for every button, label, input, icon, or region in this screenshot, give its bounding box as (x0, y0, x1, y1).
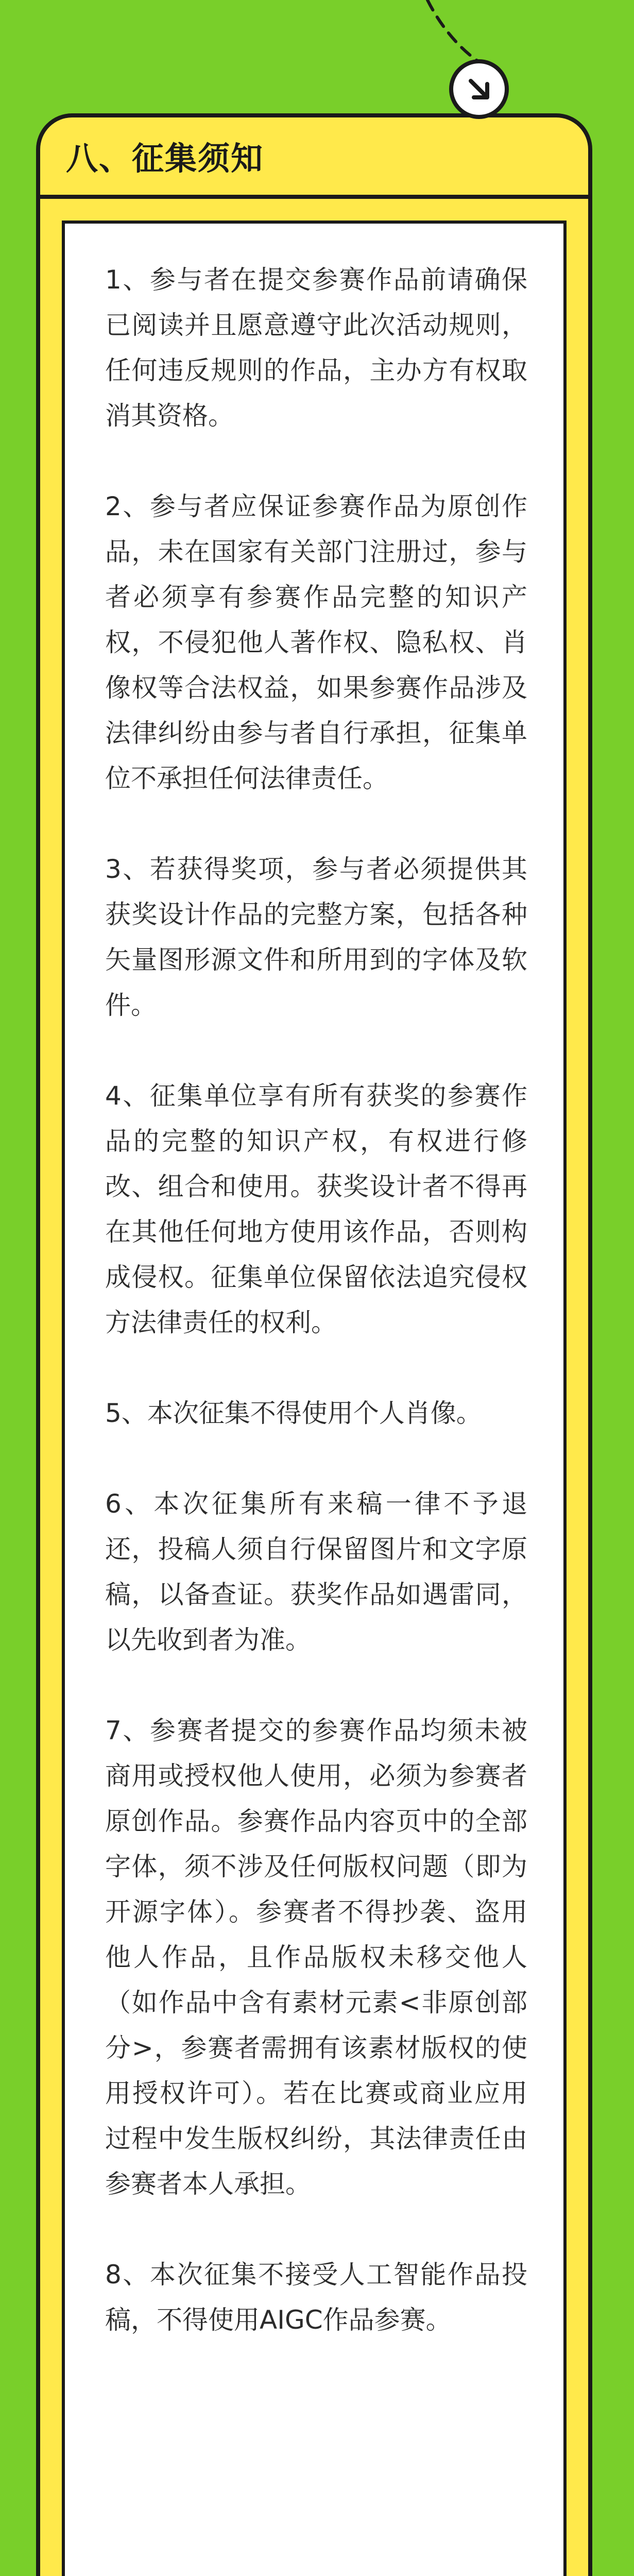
notice-list (105, 257, 527, 2388)
section-title: 八、征集须知 (66, 140, 264, 177)
notice-card (36, 113, 592, 2576)
notice-item-4: 4、征集单位享有所有获奖的参赛作品的完整的知识产权，有权进行修改、组合和使用。获奖设计者不得再在其他任何地方使用该作品，否则构成侵权。征集单位保留依法追究侵权方法律责任的权利。 (105, 1081, 527, 1337)
notice-item-8: 8、本次征集不接受人工智能作品投稿，不得使用AIGC作品参赛。 (105, 2260, 527, 2335)
arrow-down-right-icon (449, 59, 509, 119)
notice-item-1: 1、参与者在提交参赛作品前请确保已阅读并且愿意遵守此次活动规则，任何违反规则的作品，主办方有权取消其资格。 (105, 265, 527, 431)
notice-item-7: 7、参赛者提交的参赛作品均须未被商用或授权他人使用，必须为参赛者原创作品。参赛作品内容页中的全部字体，须不涉及任何版权问题（即为开源字体）。参赛者不得抄袭、盗用他人作品，且作品版权未移交他人（如作品中含有素材元素<非原创部分>，参赛者需拥有该素材版权的使用授权许可）。若在比赛或商业应用过程中发生版权纠纷，其法律责任由参赛者本人承担。 (105, 1716, 527, 2199)
notice-item-2: 2、参与者应保证参赛作品为原创作品，未在国家有关部门注册过，参与者必须享有参赛作品完整的知识产权，不侵犯他人著作权、隐私权、肖像权等合法权益，如果参赛作品涉及法律纠纷由参与者自行承担，征集单位不承担任何法律责任。 (105, 492, 527, 793)
notice-item-3: 3、若获得奖项，参与者必须提供其获奖设计作品的完整方案，包括各种矢量图形源文件和所用到的字体及软件。 (105, 854, 527, 1020)
notice-item-6: 6、本次征集所有来稿一律不予退还，投稿人须自行保留图片和文字原稿，以备查证。获奖作品如遇雷同，以先收到者为准。 (105, 1489, 527, 1655)
notice-item-5: 5、本次征集不得使用个人肖像。 (105, 1398, 482, 1428)
notice-body (62, 221, 567, 2576)
title-divider (40, 195, 588, 199)
